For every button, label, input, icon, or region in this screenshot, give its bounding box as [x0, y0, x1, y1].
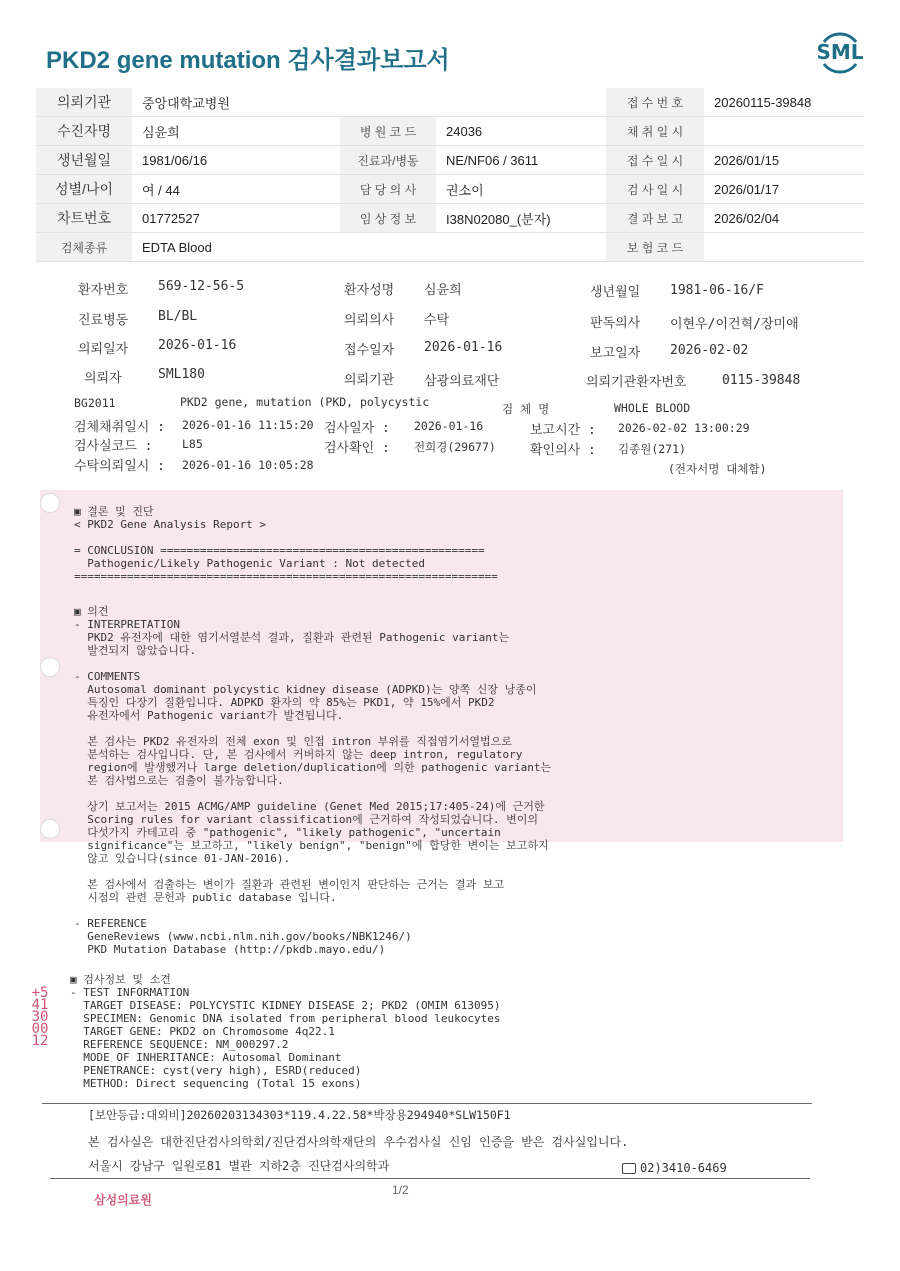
patient-no-label: 환자번호 — [78, 283, 129, 298]
report-date: 2026-02-02 — [670, 343, 749, 358]
divider-line — [50, 1178, 810, 1179]
patient-no: 569-12-56-5 — [158, 279, 245, 294]
row-value: NE/NF06 / 3611 — [436, 146, 606, 175]
row-label: 결 과 보 고 — [606, 204, 704, 233]
lab-phone-row — [622, 1161, 727, 1175]
inst-patient-label: 의뢰기관환자번호 — [586, 375, 687, 390]
req-date-label: 의뢰일자 — [78, 342, 129, 357]
row-value: 24036 — [436, 117, 606, 146]
reader: 이현우/이건혁/장미애 — [670, 317, 799, 332]
row-label: 진료과/병동 — [340, 146, 436, 175]
row-value: 1981/06/16 — [132, 146, 340, 175]
certification-text: 본 검사실은 대한진단검사의학회/진단검사의학재단의 우수검사실 신임 인증을 받은 검사실입니다. — [88, 1135, 629, 1149]
recv-date: 2026-01-16 — [424, 340, 503, 355]
esign-note: (전자서명 대체함) — [668, 462, 767, 476]
doctor: 수탁 — [424, 313, 450, 328]
punch-hole — [40, 819, 60, 839]
dept-label: 진료병동 — [78, 313, 129, 328]
header-row — [36, 204, 864, 233]
row-value: 심윤희 — [132, 117, 340, 146]
row-label: 담 당 의 사 — [340, 175, 436, 204]
row-label: 의뢰기관 — [36, 88, 132, 117]
scanned-report — [31, 265, 864, 1225]
collect: 2026-01-16 11:15:20 — [182, 418, 314, 432]
req-date: 2026-01-16 — [158, 338, 237, 353]
lab-phone: 02)3410-6469 — [640, 1161, 727, 1175]
collect-label: 검체채취일시 : — [74, 420, 166, 435]
row-label: 접 수 일 시 — [606, 146, 704, 175]
header-row — [36, 233, 864, 262]
row-value: 01772527 — [132, 204, 340, 233]
specimen-label: 검 체 명 — [502, 402, 550, 416]
row-label: 보 험 코 드 — [606, 233, 704, 262]
row-value: 20260115-39848 — [704, 88, 864, 117]
lab-code: L85 — [182, 437, 203, 451]
lab-code-label: 검사실코드 : — [74, 439, 153, 454]
divider-line — [42, 1103, 812, 1104]
reader-label: 판독의사 — [590, 316, 641, 331]
row-label: 접 수 번 호 — [606, 88, 704, 117]
test-code: BG2011 — [74, 396, 116, 410]
specimen: WHOLE BLOOD — [614, 401, 691, 415]
lab-address: 서울시 강남구 일원로81 별관 지하2층 진단검사의학과 — [88, 1159, 390, 1173]
row-label: 검체종류 — [36, 233, 132, 262]
row-label: 차트번호 — [36, 204, 132, 233]
row-label: 채 취 일 시 — [606, 117, 704, 146]
row-value: 2026/01/15 — [704, 146, 864, 175]
confirm: 전희경(29677) — [414, 440, 496, 454]
row-label: 성별/나이 — [36, 175, 132, 204]
page-number: 1/2 — [392, 1183, 409, 1197]
row-label: 임 상 정 보 — [340, 204, 436, 233]
row-label — [340, 88, 436, 117]
row-label: 검 사 일 시 — [606, 175, 704, 204]
doctor-label: 의뢰의사 — [344, 313, 395, 328]
header-row — [36, 146, 864, 175]
side-serial-number: +541300012 — [31, 985, 49, 1049]
phone-icon — [622, 1163, 636, 1174]
row-value — [436, 88, 606, 117]
row-value — [704, 233, 864, 262]
security-line: [보안등급:대외비]20260203134303*119.4.22.58*박장용294940*SLW150F1 — [88, 1108, 511, 1122]
sml-logo — [816, 30, 864, 76]
punch-hole — [40, 657, 60, 677]
consign: 2026-01-16 10:05:28 — [182, 458, 314, 472]
page-title: PKD2 gene mutation 검사결과보고서 — [46, 47, 450, 74]
conclusion-block: ▣ 결론 및 진단 < PKD2 Gene Analysis Report > = CONCLUSION ================================================= Pathogenic/Likely Pathogenic Variant : Not detected ================================================================ — [74, 505, 498, 583]
confirm-doc: 김종원(271) — [618, 442, 686, 456]
patient-name-label: 환자성명 — [344, 283, 395, 298]
row-label — [340, 233, 436, 262]
punch-hole — [40, 493, 60, 513]
dept: BL/BL — [158, 309, 198, 324]
footer-hospital-name: 삼성의료원 — [94, 1193, 152, 1207]
recv-date-label: 접수일자 — [344, 343, 395, 358]
row-value: 2026/01/17 — [704, 175, 864, 204]
consign-label: 수탁의뢰일시 : — [74, 459, 166, 474]
birth-label: 생년월일 — [590, 285, 641, 300]
confirm-label: 검사확인 : — [324, 441, 390, 456]
inst-patient: 0115-39848 — [722, 373, 801, 388]
report-time: 2026-02-02 13:00:29 — [618, 421, 750, 435]
report-date-label: 보고일자 — [590, 346, 641, 361]
header-info-table — [36, 88, 864, 262]
row-value: I38N02080_(분자) — [436, 204, 606, 233]
row-value: 권소이 — [436, 175, 606, 204]
test-date: 2026-01-16 — [414, 419, 484, 433]
requester-label: 의뢰자 — [84, 371, 122, 386]
row-label: 생년월일 — [36, 146, 132, 175]
row-value — [704, 117, 864, 146]
row-value: 중앙대학교병원 — [132, 88, 340, 117]
row-label: 수진자명 — [36, 117, 132, 146]
header-row — [36, 117, 864, 146]
header-row — [36, 88, 864, 117]
test-name: PKD2 gene, mutation (PKD, polycystic — [180, 395, 430, 409]
confirm-doc-label: 확인의사 : — [530, 443, 596, 458]
row-value: 2026/02/04 — [704, 204, 864, 233]
patient-name: 심윤희 — [424, 283, 462, 298]
birth: 1981-06-16/F — [670, 283, 764, 298]
interpretation-block: ▣ 의견 - INTERPRETATION PKD2 유전자에 대한 염기서열분석 결과, 질환과 관련된 Pathogenic variant는 발견되지 않았습니다. - COMMENTS Autosomal dominant polycystic kidney disease (ADPKD)는 양쪽 신장 낭종이 특징인 다장기 질환입니다. ADPKD 환자의 약 85%는 PKD1, 약 15%에서 PKD2 유전자에서 Pathogenic variant가 발견됩니다. 본 검사는 PKD2 유전자의 전체 exon 및 인접 intron 부위를 직접염기서열법으로 분석하는 검사입니다. 단, 본 검사에서 커버하지 않는 deep intron, regulatory region에 발생했거나 large deletion/duplication에 의한 pathogenic variant는 본 검사법으로는 검출이 불가능합니다. 상기 보고서는 2015 ACMG/AMP guideline (Genet Med 2015;17:405-24)에 근거한 Scoring rules for variant classification에 근거하여 작성되었습니다. 변이의 다섯가지 카테고리 중 "pathogenic", "likely pathogenic", "uncertain significance"는 보고하고, "likely benign", "benign"에 합당한 변이는 보고하지 않고 있습니다(since 01-JAN-2016). 본 검사에서 검출하는 변이가 질환과 관련된 변이인지 판단하는 근거는 결과 보고 시점의 관련 문헌과 public database 입니다. - REFERENCE GeneReviews (www.ncbi.nlm.nih.gov/books/NBK1246/) PKD Mutation Database (http://pkdb.mayo.edu/) — [74, 605, 552, 956]
test-info-block: ▣ 검사정보 및 소견 - TEST INFORMATION TARGET DISEASE: POLYCYSTIC KIDNEY DISEASE 2; PKD2 (OMIM 613095) SPECIMEN: Genomic DNA isolated from peripheral blood leukocytes TARGET GENE: PKD2 on Chromosome 4q22.1 REFERENCE SEQUENCE: NM_000297.2 MODE OF INHERITANCE: Autosomal Dominant PENETRANCE: cyst(very high), ESRD(reduced) METHOD: Direct sequencing (Total 15 exons) — [70, 973, 501, 1090]
requester: SML180 — [158, 367, 205, 382]
institution: 삼광의료재단 — [424, 374, 500, 389]
logo-text: SML — [816, 40, 864, 64]
row-value: 여 / 44 — [132, 175, 340, 204]
report-time-label: 보고시간 : — [530, 423, 596, 438]
row-value — [436, 233, 606, 262]
row-value: EDTA Blood — [132, 233, 340, 262]
row-label: 병 원 코 드 — [340, 117, 436, 146]
institution-label: 의뢰기관 — [344, 373, 395, 388]
test-date-label: 검사일자 : — [324, 421, 390, 436]
header-row — [36, 175, 864, 204]
